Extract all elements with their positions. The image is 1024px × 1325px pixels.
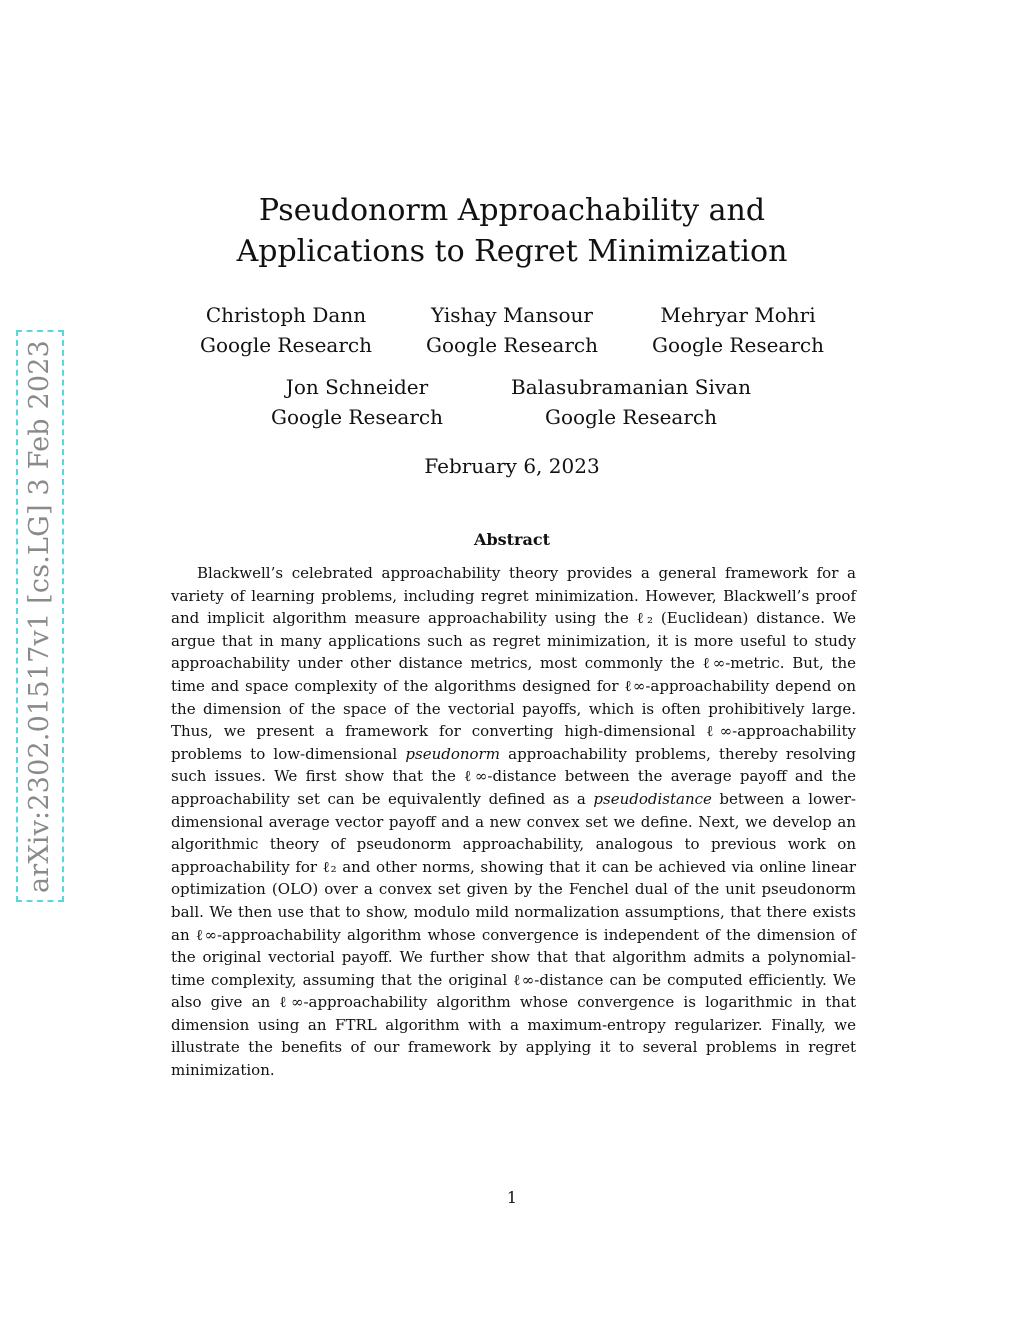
publication-date: February 6, 2023 <box>424 454 600 478</box>
author-affiliation: Google Research <box>425 333 598 357</box>
abstract-emphasis-pseudodistance: pseudodistance <box>593 789 712 808</box>
author-block-sivan <box>500 372 762 432</box>
page-number: 1 <box>506 1188 518 1207</box>
abstract-heading: Abstract <box>474 530 550 549</box>
arxiv-identifier-stamp[interactable] <box>16 330 64 902</box>
paper-title-line-2: Applications to Regret Minimization <box>236 234 788 269</box>
abstract-text-part-3: between a lower-dimensional average vector payoff and a new convex set we define. Next, we develop an algorithmic theory of pseudonorm approachability, analogous to previous work on approachability for ℓ₂ and other norms, showing that it can be achieved via online linear optimization (OLO) over a convex set given by the Fenchel dual of the unit pseudonorm ball. We then use that to show, modulo mild normalization assumptions, that there exists an ℓ∞-approachability algorithm whose convergence is independent of the dimension of the original vectorial payoff. We further show that that algorithm admits a polynomial-time complexity, assuming that the original ℓ∞-distance can be computed efficiently. We also give an ℓ∞-approachability algorithm whose convergence is logarithmic in that dimension using an FTRL algorithm with a maximum-entropy regularizer. Finally, we illustrate the benefits of our framework by applying it to several problems in regret minimization. <box>171 789 856 1080</box>
author-affiliation: Google Research <box>651 333 824 357</box>
author-block-mohri <box>638 300 838 360</box>
author-block-mansour <box>412 300 612 360</box>
abstract-emphasis-pseudonorm: pseudonorm <box>405 744 500 763</box>
author-name: Yishay Mansour <box>430 303 593 327</box>
abstract-body <box>171 562 856 1082</box>
author-affiliation: Google Research <box>270 405 443 429</box>
author-name: Christoph Dann <box>205 303 367 327</box>
author-block-schneider <box>257 372 457 432</box>
author-name: Jon Schneider <box>285 375 429 399</box>
paper-title-line-1: Pseudonorm Approachability and <box>258 193 766 228</box>
author-block-dann <box>186 300 386 360</box>
author-affiliation: Google Research <box>199 333 372 357</box>
author-name: Mehryar Mohri <box>660 303 816 327</box>
abstract-text-part-1: Blackwell’s celebrated approachability theory provides a general framework for a variety of learning problems, including regret minimization. However, Blackwell’s proof and implicit algorithm measure approachability using the ℓ₂ (Euclidean) distance. We argue that in many applications such as regret minimization, it is more useful to study approachability under other distance metrics, most commonly the ℓ∞-metric. But, the time and space complexity of the algorithms designed for ℓ∞-approachability depend on the dimension of the space of the vectorial payoffs, which is often prohibitively large. Thus, we present a framework for converting high-dimensional ℓ∞-approachability problems to low-dimensional <box>171 564 856 763</box>
author-name: Balasubramanian Sivan <box>511 375 751 399</box>
arxiv-identifier-text: arXiv:2302.01517v1 [cs.LG] 3 Feb 2023 <box>24 339 56 893</box>
abstract-text-part-2: approachability problems, thereby resolving such issues. We first show that the ℓ∞-distance between the average payoff and the approachability set can be equivalently defined as a <box>171 744 856 808</box>
author-affiliation: Google Research <box>544 405 717 429</box>
